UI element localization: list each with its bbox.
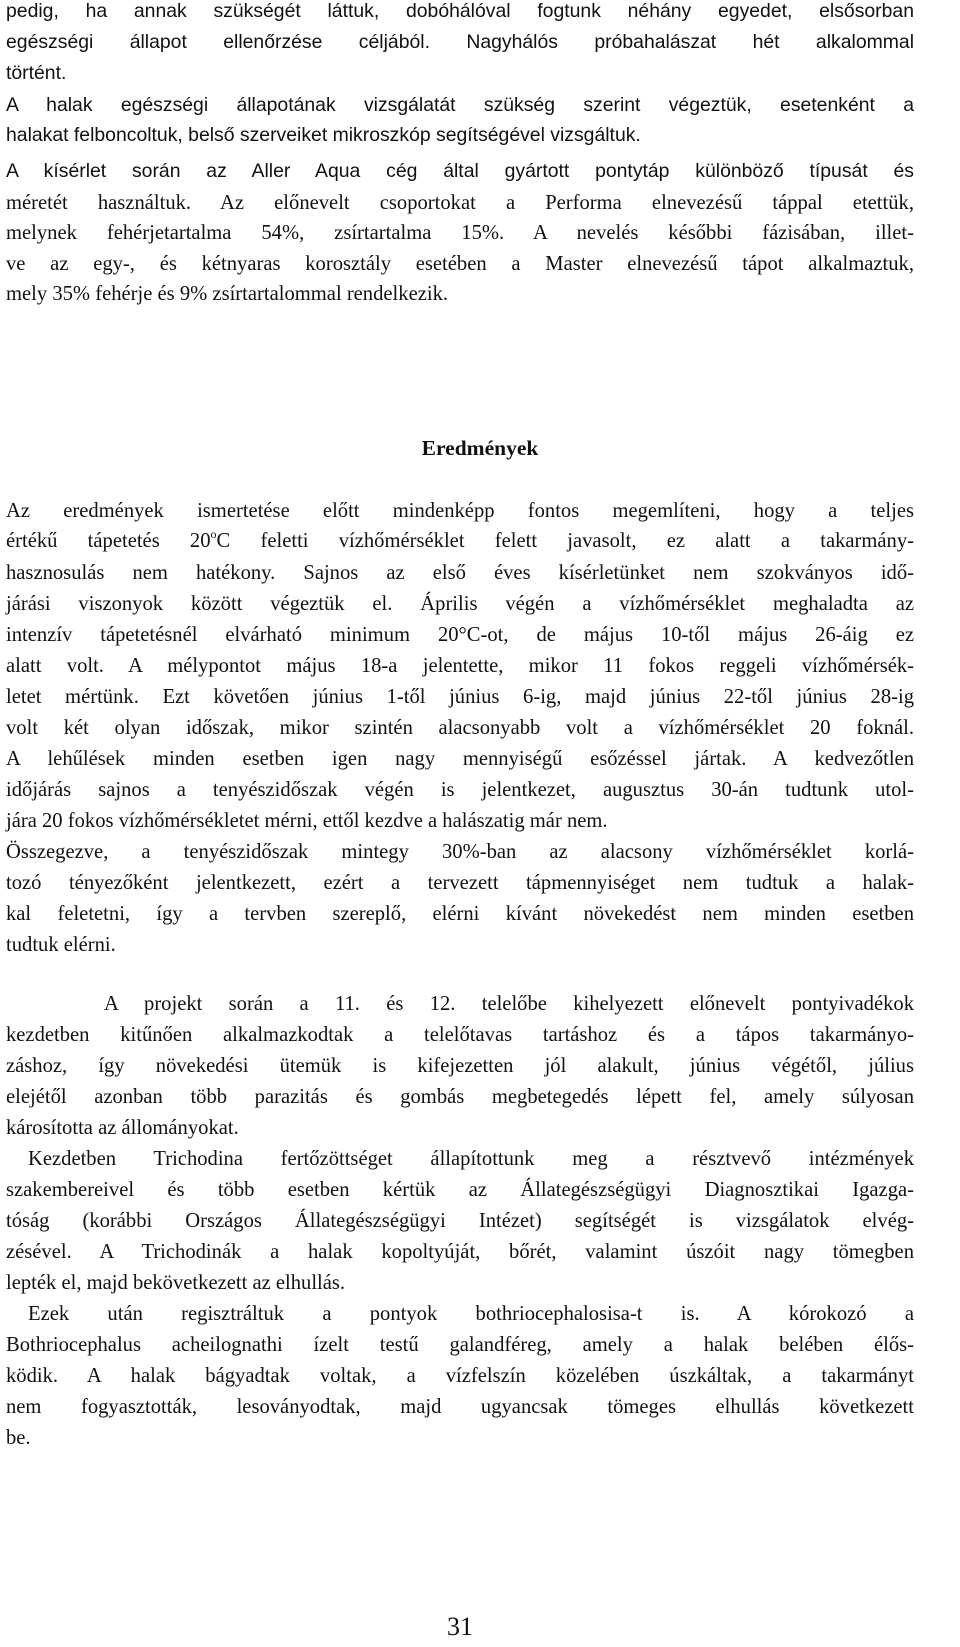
paragraph-line: járási viszonyok között végeztük el. Április végén a vízhőmérséklet meghaladta az — [6, 593, 914, 615]
paragraph-line: záshoz, így növekedési ütemük is kifejezetten jól alakult, június végétől, július — [6, 1055, 914, 1077]
paragraph-line: ve az egy-, és kétnyaras korosztály esetében a Master elnevezésű tápot alkalmaztuk, — [6, 253, 914, 275]
paragraph-line: A kísérlet során az Aller Aqua cég által gyártott pontytáp különböző típusát és — [6, 160, 914, 182]
paragraph-line: letet mértünk. Ezt követően június 1-től június 6-ig, majd június 22-től június 28-ig — [6, 686, 914, 708]
paragraph-line: egészségi állapot ellenőrzése céljából. Nagyhálós próbahalászat hét alkalommal — [6, 31, 914, 53]
paragraph-line: intenzív tápetetésnél elvárható minimum 20°C-ot, de május 10-től május 26-áig ez — [6, 624, 914, 646]
paragraph-line: Kezdetben Trichodina fertőzöttséget állapítottunk meg a résztvevő intézmények — [28, 1148, 914, 1170]
paragraph-line: alatt volt. A mélypontot május 18-a jelentette, mikor 11 fokos reggeli vízhőmérsék- — [6, 655, 914, 677]
paragraph-line: volt két olyan időszak, mikor szintén alacsonyabb volt a vízhőmérséklet 20 foknál. — [6, 717, 914, 739]
paragraph-line: tozó tényezőként jelentkezett, ezért a tervezett tápmennyiséget nem tudtuk a halak- — [6, 872, 914, 894]
paragraph-line: pedig, ha annak szükségét láttuk, dobóhálóval fogtunk néhány egyedet, elsősorban — [6, 0, 914, 22]
degree-superscript: o — [210, 527, 217, 541]
paragraph-line: időjárás sajnos a tenyészidőszak végén is jelentkezet, augusztus 30-án tudtunk utol- — [6, 779, 914, 801]
paragraph-line: Bothriocephalus acheilognathi ízelt testű galandféreg, amely a halak belében élős- — [6, 1334, 914, 1356]
paragraph-line: melynek fehérjetartalma 54%, zsírtartalma 15%. A nevelés későbbi fázisában, illet- — [6, 222, 914, 244]
paragraph-line: A lehűlések minden esetben igen nagy mennyiségű esőzéssel jártak. A kedvezőtlen — [6, 748, 914, 770]
paragraph-line: halakat felboncoltuk, belső szerveiket mikroszkóp segítségével vizsgáltuk. — [6, 124, 641, 146]
paragraph-line: zésével. A Trichodinák a halak kopoltyúját, bőrét, valamint úszóit nagy tömegben — [6, 1241, 914, 1263]
paragraph-line: kezdetben kitűnően alkalmazkodtak a telelőtavas tartáshoz és a tápos takarmányo- — [6, 1024, 914, 1046]
text-fragment: C feletti vízhőmérséklet felett javasolt, ez alatt a takarmány- — [216, 530, 914, 552]
page-number: 31 — [447, 1612, 473, 1641]
paragraph-line: Az eredmények ismertetése előtt mindenképp fontos megemlíteni, hogy a teljes — [6, 500, 914, 522]
paragraph-line: méretét használtuk. Az előnevelt csoportokat a Performa elnevezésű táppal etettük, — [6, 192, 914, 214]
paragraph-line: tudtuk elérni. — [6, 934, 116, 956]
paragraph-line: be. — [6, 1427, 31, 1449]
paragraph-line: A projekt során a 11. és 12. telelőbe kihelyezett előnevelt pontyivadékok — [104, 993, 914, 1015]
paragraph-line: mely 35% fehérje és 9% zsírtartalommal rendelkezik. — [6, 283, 449, 305]
section-heading: Eredmények — [421, 436, 539, 460]
paragraph-line: Ezek után regisztráltuk a pontyok bothriocephalosisa-t is. A kórokozó a — [28, 1303, 914, 1325]
paragraph-line: jára 20 fokos vízhőmérsékletet mérni, ettől kezdve a halászatig már nem. — [6, 810, 608, 832]
paragraph-line: károsította az állományokat. — [6, 1117, 239, 1139]
text-fragment: értékű tápetetés 20 — [6, 530, 211, 552]
paragraph-line: Összegezve, a tenyészidőszak mintegy 30%-ban az alacsony vízhőmérséklet korlá- — [6, 841, 914, 863]
paragraph-line: A halak egészségi állapotának vizsgálatát szükség szerint végeztük, esetenként a — [6, 94, 914, 116]
paragraph-line: nem fogyasztották, lesoványodtak, majd ugyancsak tömeges elhullás következett — [6, 1396, 914, 1418]
paragraph-line: hasznosulás nem hatékony. Sajnos az első éves kísérletünket nem szokványos idő- — [6, 562, 914, 584]
paragraph-line: ködik. A halak bágyadtak voltak, a vízfelszín közelében úszkáltak, a takarmányt — [6, 1365, 914, 1387]
paragraph-line — [6, 527, 914, 555]
paragraph-line: tóság (korábbi Országos Állategészségügyi Intézet) segítségét is vizsgálatok elvég- — [6, 1210, 914, 1232]
paragraph-line: elejétől azonban több parazitás és gombás megbetegedés lépett fel, amely súlyosan — [6, 1086, 914, 1108]
paragraph-line: történt. — [6, 62, 67, 84]
paragraph-line: kal feletetni, így a tervben szereplő, elérni kívánt növekedést nem minden esetben — [6, 903, 914, 925]
paragraph-line: szakembereivel és több esetben kértük az Állategészségügyi Diagnosztikai Igazga- — [6, 1179, 914, 1201]
paragraph-line: lepték el, majd bekövetkezett az elhullás. — [6, 1272, 346, 1294]
